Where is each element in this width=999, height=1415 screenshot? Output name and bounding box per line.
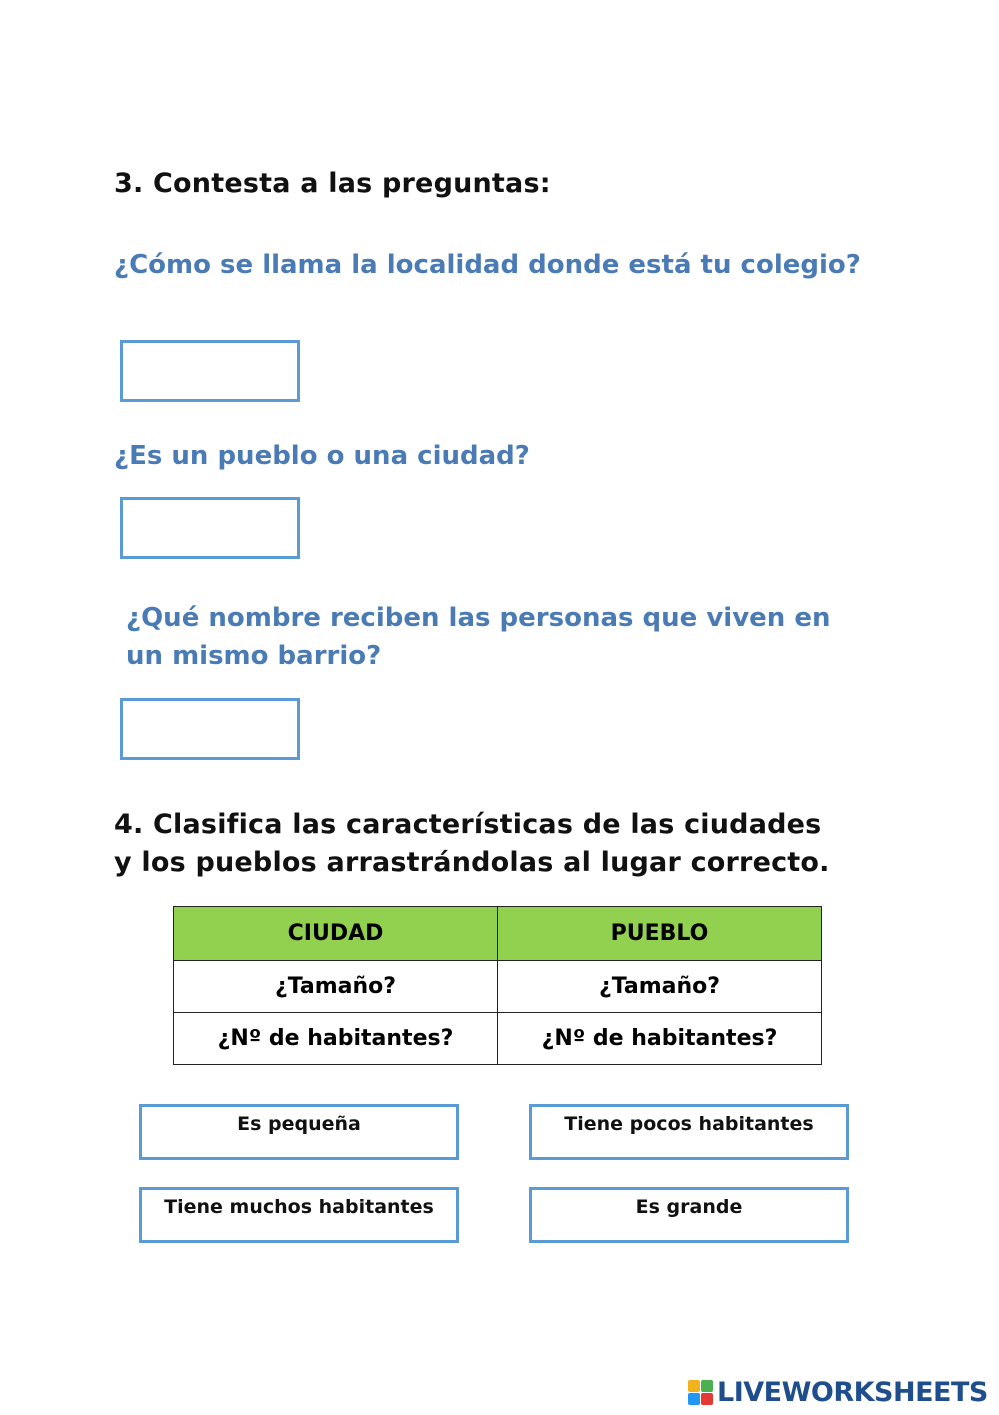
table-row [174,1013,822,1065]
answer-box-1[interactable] [120,340,300,402]
drop-zone-pueblo-habitantes[interactable]: ¿Nº de habitantes? [498,1013,822,1065]
chip-tiene-pocos-habitantes[interactable]: Tiene pocos habitantes [529,1104,849,1160]
chip-es-pequena[interactable]: Es pequeña [139,1104,459,1160]
drop-zone-ciudad-tamano[interactable]: ¿Tamaño? [174,961,498,1013]
logo-square [688,1393,700,1405]
logo-square [688,1380,700,1392]
liveworksheets-logo [688,1374,988,1410]
drop-zone-ciudad-habitantes[interactable]: ¿Nº de habitantes? [174,1013,498,1065]
chip-tiene-muchos-habitantes[interactable]: Tiene muchos habitantes [139,1187,459,1243]
answer-box-3[interactable] [120,698,300,760]
question-1: ¿Cómo se llama la localidad donde está tu colegio? [114,250,861,280]
section-4-title-line-2: y los pueblos arrastrándolas al lugar correcto. [114,847,830,878]
table-row [174,961,822,1013]
chip-es-grande[interactable]: Es grande [529,1187,849,1243]
classification-table [173,906,822,1065]
logo-square [701,1380,713,1392]
logo-mark-icon [688,1380,713,1405]
question-2: ¿Es un pueblo o una ciudad? [114,441,530,471]
section-3-title: 3. Contesta a las preguntas: [114,168,551,199]
question-3: ¿Qué nombre reciben las personas que viven en un mismo barrio? [126,603,831,671]
drop-zone-pueblo-tamano[interactable]: ¿Tamaño? [498,961,822,1013]
logo-square [701,1393,713,1405]
header-pueblo: PUEBLO [498,907,822,961]
section-4-title-line-1: 4. Clasifica las características de las ciudades [114,809,822,840]
logo-text: LIVEWORKSHEETS [717,1376,988,1408]
answer-box-2[interactable] [120,497,300,559]
header-ciudad: CIUDAD [174,907,498,961]
table-header-row [174,907,822,961]
